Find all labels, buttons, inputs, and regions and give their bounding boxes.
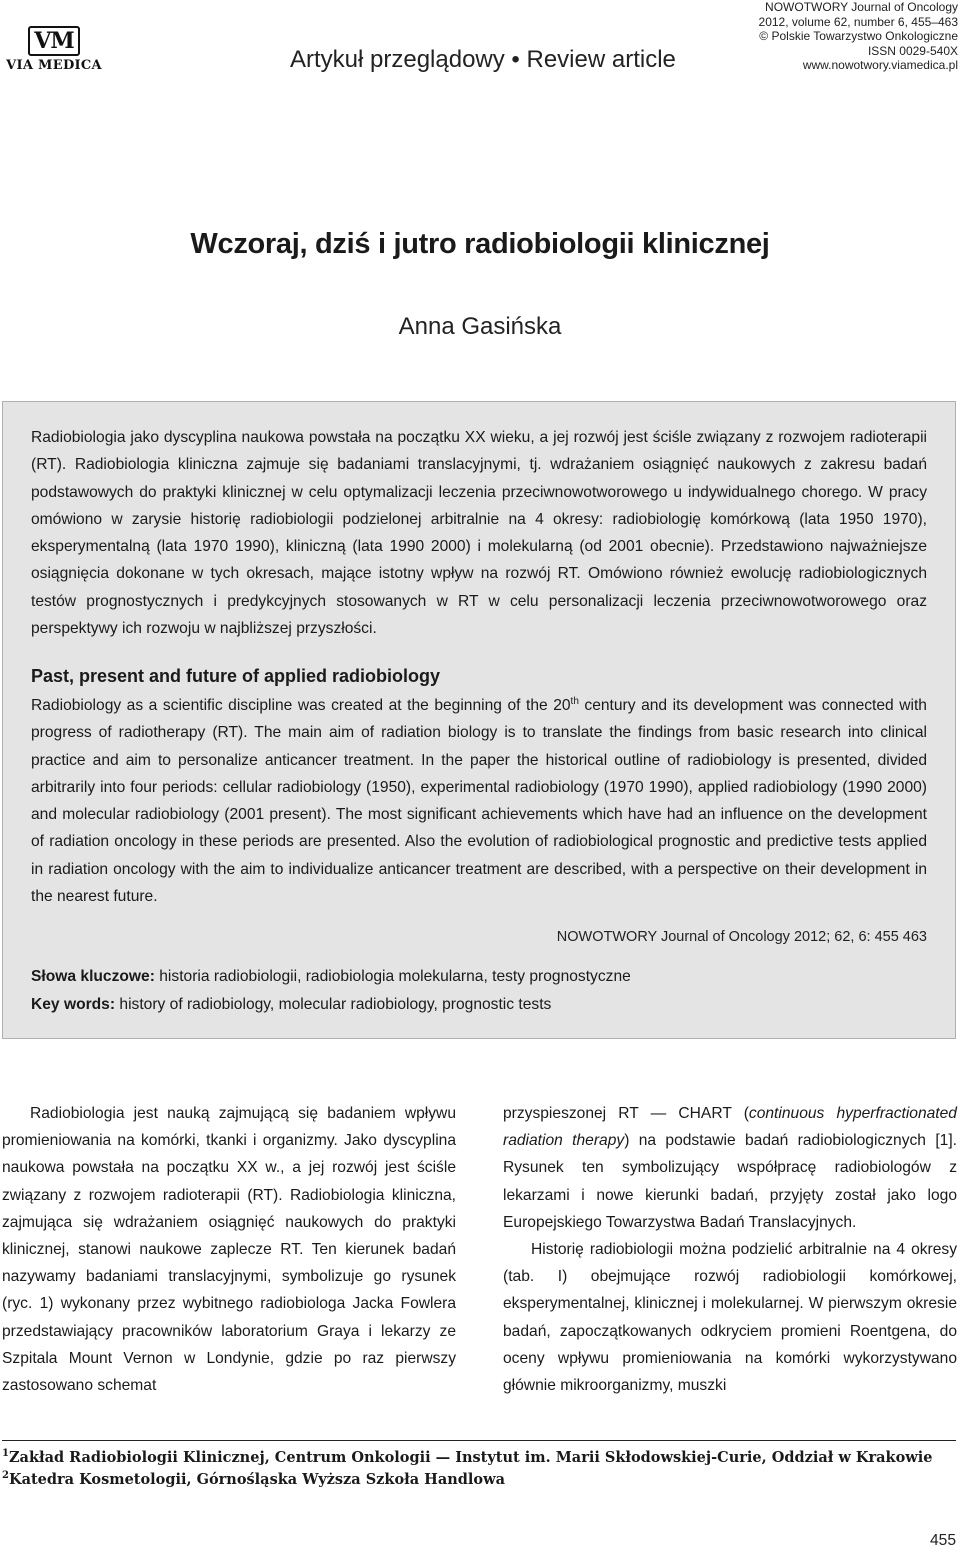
journal-citation: NOWOTWORY Journal of Oncology 2012; 62, 6: 455 463 — [556, 929, 927, 945]
body-text: ) na podstawie badań radiobiologicznych [1]. Rysunek ten symbolizujący współpracę radiobiologów z lekarzami i nowe kierunki badań, przyjęty został jako logo Europejskiego Towarzystwa Badań Translacyjnych. — [503, 1132, 957, 1231]
journal-name: NOWOTWORY Journal of Oncology — [765, 0, 958, 14]
abstract-english-text-a: Radiobiology as a scientific discipline was created at the beginning of the 20 — [31, 697, 571, 714]
article-title: Wczoraj, dziś i jutro radiobiologii klinicznej — [190, 228, 770, 260]
affiliation-1-marker: 1 — [2, 1448, 9, 1459]
article-author: Anna Gasińska — [398, 313, 562, 340]
journal-copyright: © Polskie Towarzystwo Onkologiczne — [759, 29, 958, 44]
affiliation-2-text: Katedra Kosmetologii, Górnośląska Wyższa Szkoła Handlowa — [8, 1470, 505, 1488]
keywords-polish — [31, 968, 631, 986]
journal-info — [759, 0, 958, 73]
affiliation-1 — [2, 1448, 933, 1466]
page-number: 455 — [929, 1532, 956, 1549]
journal-issn: ISSN 0029-540X — [867, 43, 958, 58]
keywords-polish-text: historia radiobiologii, radiobiologia molekularna, testy prognostyczne — [154, 968, 631, 985]
journal-url[interactable]: www.nowotwory.viamedica.pl — [802, 58, 958, 73]
keywords-english — [31, 996, 551, 1014]
abstract-english-text-b: century and its development was connected with progress of radiotherapy (RT). The main aim of radiation biology is to translate the findings from basic research into clinical practice and aim to personalize anticancer treatment. In the paper the historical outline of radiobiology is presented, divided arbitrarily into four periods: cellular radiobiology (1950), experimental radiobiology (1970 1990), applied radiobiology (1990 2000) and molecular radiobiology (2001 present). The most significant achievements which have had an influence on the development of radiation oncology in these periods are presented. Also the evolution of radiobiological prognostic and predictive tests applied in radiation oncology with the aim to individualize anticancer treatment are described, with a perspective on their development in the nearest future. — [31, 697, 927, 906]
abstract-english-title: Past, present and future of applied radiobiology — [31, 666, 441, 686]
body-paragraph — [503, 1100, 957, 1236]
body-right-column — [503, 1100, 957, 1399]
publisher-logo-text: VIA MEDICA — [6, 58, 102, 73]
affiliation-1-text: Zakład Radiobiologii Klinicznej, Centrum Onkologii — Instytut im. Marii Skłodowskiej-Curie, Oddział w Krakowie — [8, 1448, 933, 1466]
body-paragraph: Historię radiobiologii można podzielić arbitralnie na 4 okresy (tab. I) obejmujące rozwój radiobiologii komórkowej, eksperymentalnej, klinicznej i molekularnej. W pierwszym okresie badań, zapoczątkowanych odkryciem promieni Roentgena, do oceny wpływu promieniowania na komórki wykorzystywano głównie mikroorganizmy, muszki — [503, 1241, 957, 1395]
keywords-polish-label: Słowa kluczowe: — [31, 968, 155, 985]
publisher-logo — [2, 22, 106, 78]
body-left-column — [2, 1100, 456, 1399]
footnote-divider — [2, 1440, 956, 1441]
body-text: przyspieszonej RT — CHART ( — [503, 1105, 749, 1122]
keywords-english-label: Key words: — [31, 996, 116, 1013]
publisher-logo-mark: VM — [28, 26, 80, 56]
abstract-english-sup: th — [570, 695, 579, 707]
abstract-polish: Radiobiologia jako dyscyplina naukowa powstała na początku XX wieku, a jej rozwój jest ściśle związany z rozwojem radioterapii (RT). Radiobiologia kliniczna zajmuje się badaniami translacyjnymi, tj. wdrażaniem osiągnięć naukowych z zakresu badań podstawowych do praktyki klinicznej w celu optymalizacji leczenia przeciwnowotworowego u indywidualnego chorego. W pracy omówiono w zarysie historię radiobiologii podzielonej arbitralnie na 4 okresy: radiobiologię komórkową (lata 1950 1970), eksperymentalną (lata 1970 1990), kliniczną (lata 1990 2000) i molekularną (od 2001 obecnie). Przedstawiono najważniejsze osiągnięcia dokonane w tych okresach, mające istotny wpływ na rozwój RT. Omówiono również ewolucję radiobiologicznych testów prognostycznych i predykcyjnych stosowanych w RT w celu personalizacji leczenia przeciwnowotworowego oraz perspektywy ich rozwoju w najbliższej przyszłości. — [31, 429, 927, 638]
journal-volume: 2012, volume 62, number 6, 455–463 — [758, 14, 958, 29]
body-paragraph: Radiobiologia jest nauką zajmującą się badaniem wpływu promieniowania na komórki, tkanki i organizmy. Jako dyscyplina naukowa powstała na początku XX w., a jej rozwój jest ściśle związany z rozwojem radioterapii (RT). Radiobiologia kliniczna, zajmująca się wdrażaniem osiągnięć naukowych do praktyki klinicznej, stanowi naukowe zaplecze RT. Ten kierunek badań nazywamy badaniami translacyjnymi, symbolizuje go rysunek (ryc. 1) wykonany przez wybitnego radiobiologa Jacka Fowlera przedstawiający pracowników laboratorium Graya i lekarzy ze Szpitala Mount Vernon w Londynie, gdzie po raz pierwszy zastosowano schemat — [2, 1105, 456, 1395]
article-type: Artykuł przeglądowy • Review article — [290, 46, 676, 73]
body-text-italic: continuous hyperfractionated radiation therapy — [503, 1105, 957, 1150]
keywords-english-text: history of radiobiology, molecular radiobiology, prognostic tests — [115, 996, 552, 1013]
affiliation-2 — [2, 1470, 505, 1488]
affiliation-2-marker: 2 — [2, 1470, 9, 1481]
abstract-english — [31, 692, 927, 910]
